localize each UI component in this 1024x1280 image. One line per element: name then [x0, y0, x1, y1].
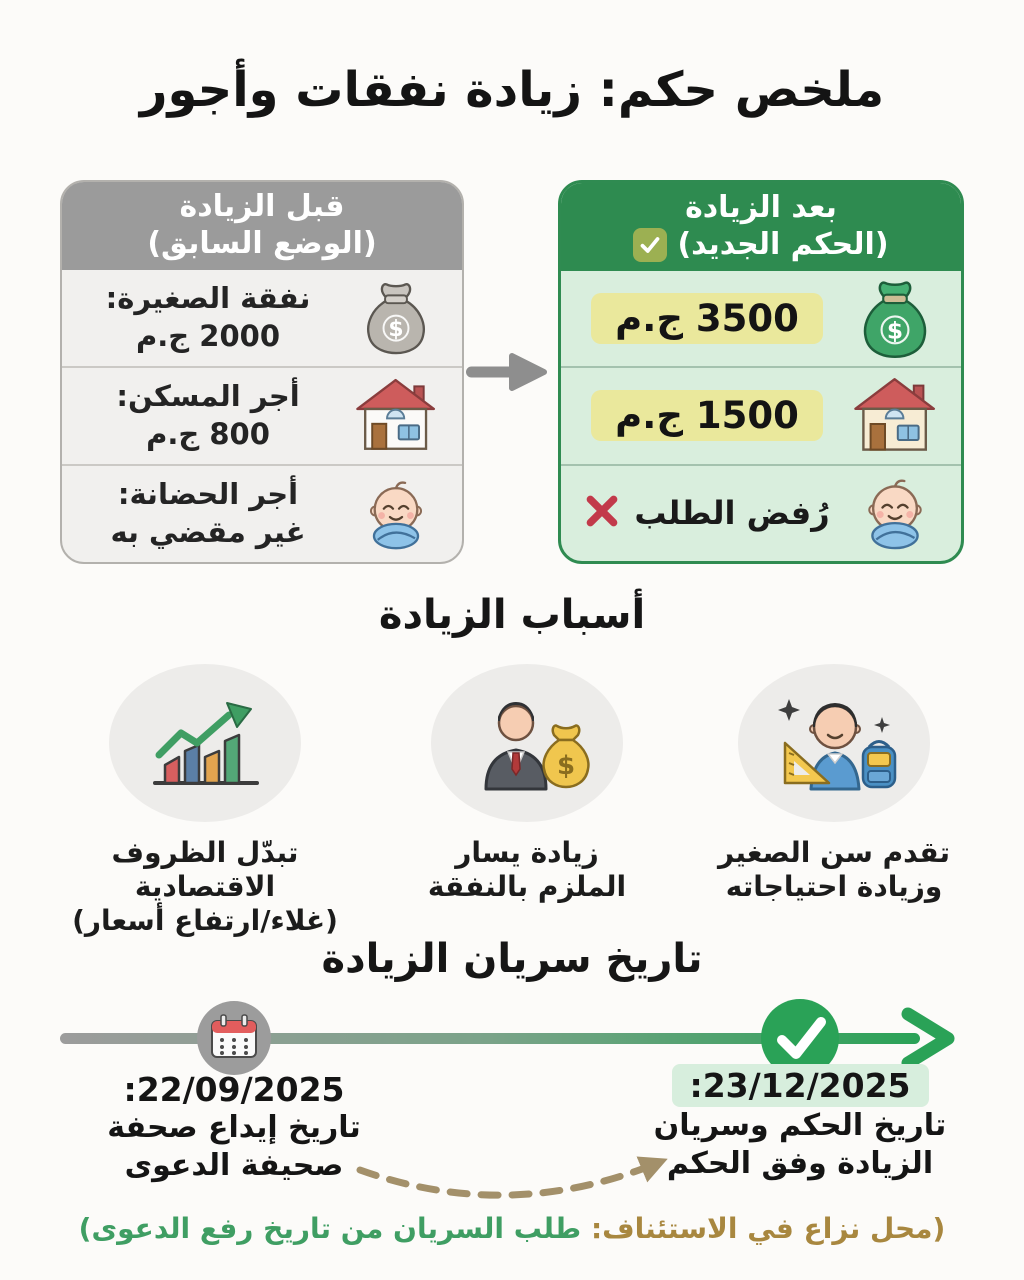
after-card [558, 180, 964, 564]
comparison-section [0, 180, 1024, 564]
svg-text:$: $ [886, 315, 904, 344]
end-date: 23/12/2025: [672, 1064, 929, 1107]
wealthy-man-icon [431, 664, 623, 822]
before-row-custody [62, 464, 462, 562]
timeline-heading: تاريخ سريان الزيادة [321, 936, 703, 982]
before-header-line2: (الوضع السابق) [147, 226, 377, 261]
checkmark-icon [633, 228, 667, 262]
reason-economic-conditions [40, 664, 370, 938]
house-icon [845, 376, 945, 456]
before-row-text: أجر الحضانة: غير مقضي به [110, 477, 306, 549]
timeline-end-label: 23/12/2025: تاريخ الحكم وسريان الزيادة وفق الحكم [653, 1066, 947, 1182]
money-bag-icon [845, 277, 945, 361]
amount-highlight: 3500 ج.م [591, 293, 823, 344]
right-arrow-icon [462, 350, 550, 394]
baby-icon [845, 474, 945, 552]
baby-icon [346, 476, 446, 552]
after-card-header [561, 183, 961, 271]
house-icon [346, 377, 446, 455]
after-row-custody [561, 464, 961, 561]
before-row-text: نفقة الصغيرة: 2000 ج.م [105, 281, 311, 353]
note-text: طلب السريان من تاريخ رفع الدعوى) [78, 1212, 591, 1245]
after-header-line1: بعد الزيادة [685, 190, 837, 226]
x-icon [584, 493, 620, 533]
reason-caption: زيادة يسار الملزم بالنفقة [427, 836, 627, 904]
amount-highlight: 1500 ج.م [591, 390, 823, 441]
after-row-child-support [561, 271, 961, 366]
before-card-header [62, 182, 462, 270]
before-header-line1: قبل الزيادة [179, 189, 345, 225]
money-bag-icon [346, 279, 446, 357]
reason-father-means [377, 664, 677, 938]
rising-chart-icon [109, 664, 301, 822]
before-row-child-support [62, 270, 462, 366]
before-row-text: أجر المسكن: 800 ج.م [116, 379, 300, 451]
note-label: (محل نزاع في الاستئناف: [590, 1212, 946, 1245]
start-date: 22/09/2025: [123, 1070, 345, 1109]
page-title: ملخص حكم: زيادة نفقات وأجور [139, 62, 885, 118]
reasons-section [40, 664, 984, 938]
growing-child-icon [738, 664, 930, 822]
before-card [60, 180, 464, 564]
reasons-heading: أسباب الزيادة [378, 592, 646, 638]
reason-caption: تقدم سن الصغير وزيادة احتياجاته [718, 836, 950, 904]
reason-child-age [684, 664, 984, 938]
appeal-note [0, 1212, 1024, 1245]
svg-text:$: $ [556, 751, 576, 781]
calendar-icon [212, 1015, 256, 1057]
reason-caption: تبدّل الظروف الاقتصادية (غلاء/ارتفاع أسعار) [72, 836, 338, 938]
before-row-housing [62, 366, 462, 464]
rejected-label: رُفض الطلب [634, 494, 830, 533]
timeline-start-label: 22/09/2025: تاريخ إيداع صحفة صحيفة الدعوى [54, 1070, 414, 1185]
after-row-housing [561, 366, 961, 463]
after-header-line2: (الحكم الجديد) [677, 227, 889, 262]
svg-text:$: $ [388, 316, 404, 342]
